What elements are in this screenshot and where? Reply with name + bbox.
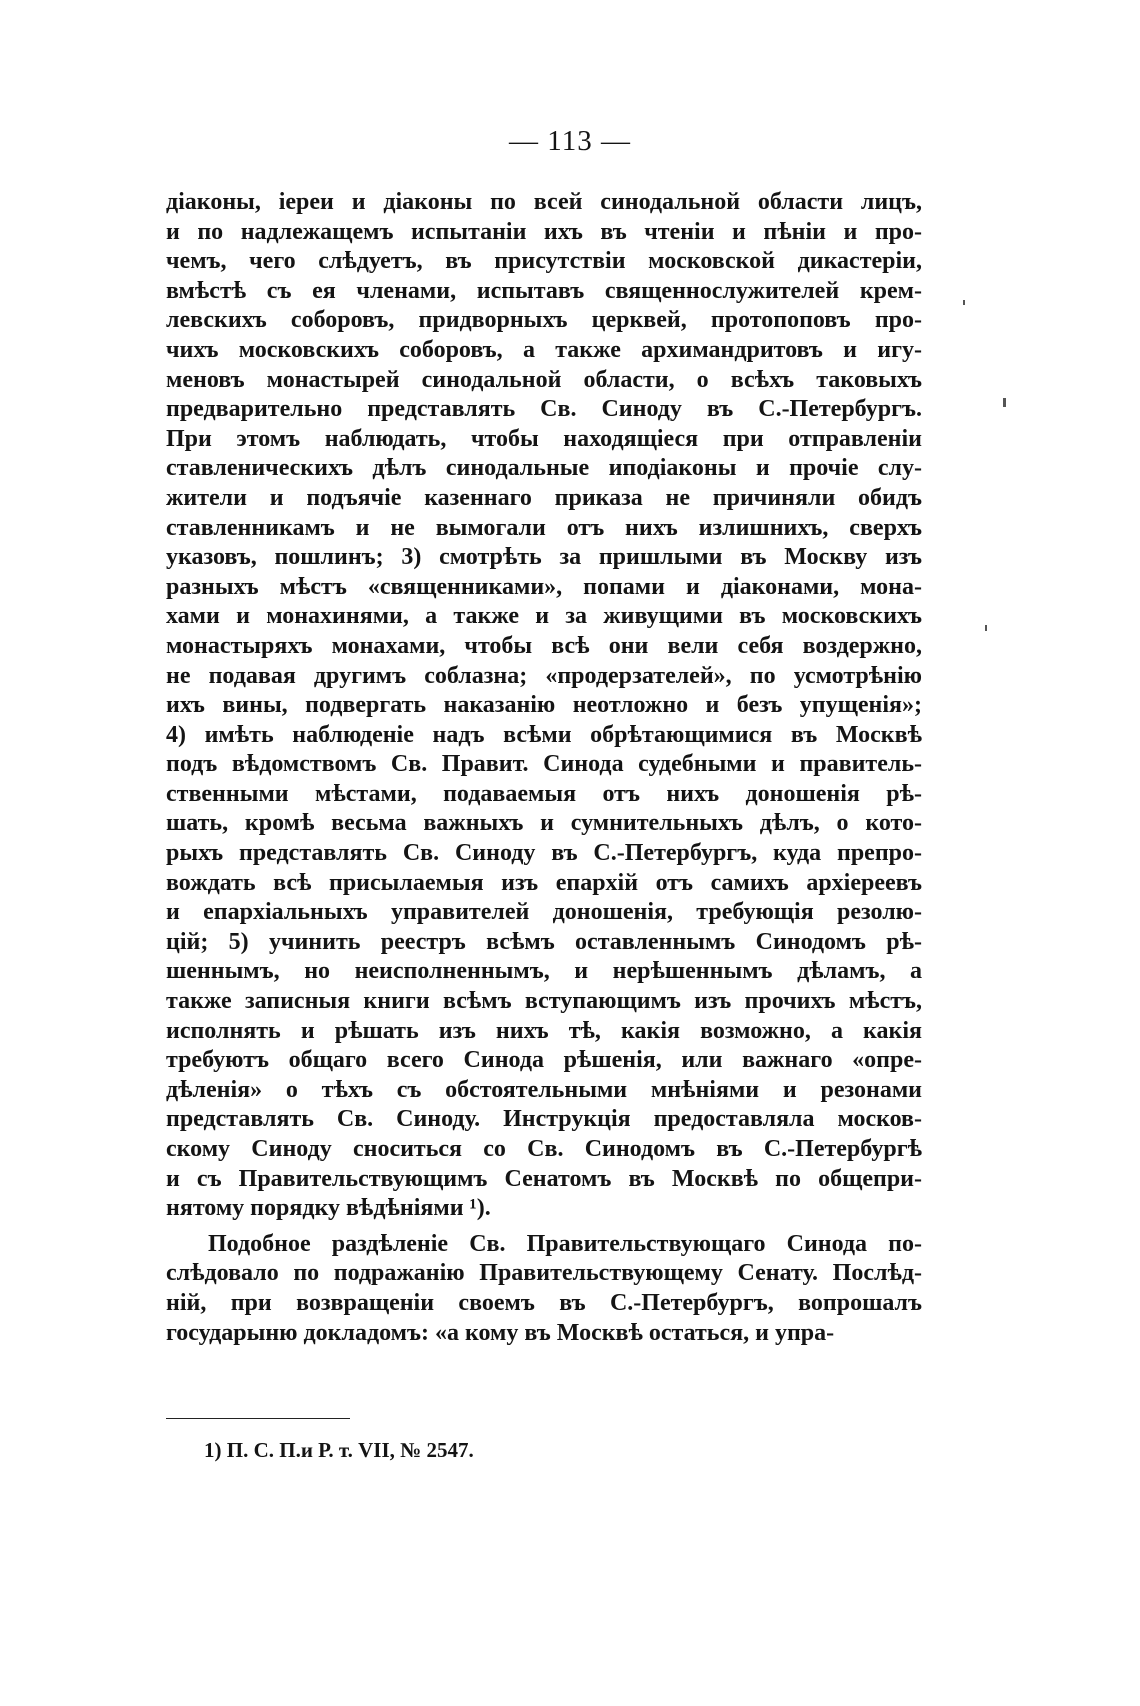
text-line: исполнять и рѣшать изъ нихъ тѣ, какія возможно, а какія bbox=[166, 1017, 922, 1044]
text-line: ственными мѣстами, подаваемыя отъ нихъ доношенія рѣ- bbox=[166, 780, 922, 807]
text-line: жители и подъячіе казеннаго приказа не причиняли обидъ bbox=[166, 484, 922, 511]
text-line: слѣдовало по подражанію Правительствующему Сенату. Послѣд- bbox=[166, 1260, 922, 1287]
text-line: вмѣстѣ съ ея членами, испытавъ священнослужителей крем- bbox=[166, 277, 922, 304]
text-line: монастыряхъ монахами, чтобы всѣ они вели себя воздержно, bbox=[166, 632, 922, 659]
paragraph-2 bbox=[166, 1230, 922, 1348]
body-text bbox=[166, 188, 922, 1348]
text-line: представлять Св. Синоду. Инструкція предоставляла москов- bbox=[166, 1106, 922, 1133]
text-line: шать, кромѣ весьма важныхъ и сумнительныхъ дѣлъ, о кото- bbox=[166, 810, 922, 837]
text-line: діаконы, іереи и діаконы по всей синодальной области лицъ, bbox=[166, 189, 922, 215]
text-line: Подобное раздѣленіе Св. Правительствующаго Синода по- bbox=[208, 1230, 922, 1257]
footnote-rule bbox=[166, 1418, 350, 1419]
page-number: — 113 — bbox=[509, 125, 631, 157]
text-line: хами и монахинями, а также и за живущими въ московскихъ bbox=[166, 603, 922, 630]
text-line: дѣленія» о тѣхъ съ обстоятельными мнѣніями и резонами bbox=[166, 1076, 922, 1103]
text-line: меновъ монастырей синодальной области, о всѣхъ таковыхъ bbox=[166, 366, 922, 393]
footnote: 1) П. С. П.и Р. т. VII, № 2547. bbox=[204, 1438, 474, 1462]
text-line: рыхъ представлять Св. Синоду въ С.-Петербургъ, куда препро- bbox=[166, 840, 922, 867]
text-line: ставленникамъ и не вымогали отъ нихъ излишнихъ, сверхъ bbox=[166, 514, 922, 541]
text-line: разныхъ мѣстъ «священниками», попами и діаконами, мона- bbox=[166, 573, 922, 600]
text-line: требуютъ общаго всего Синода рѣшенія, или важнаго «опре- bbox=[166, 1047, 922, 1074]
text-line: левскихъ соборовъ, придворныхъ церквей, протопоповъ про- bbox=[166, 307, 922, 334]
text-line: При этомъ наблюдать, чтобы находящіеся при отправленіи bbox=[166, 425, 922, 452]
paragraph-1 bbox=[166, 188, 922, 1224]
text-line: ставленическихъ дѣлъ синодальные иподіаконы и прочіе слу- bbox=[166, 455, 922, 482]
text-line: и епархіальныхъ управителей доношенія, требующія резолю- bbox=[166, 899, 922, 926]
text-line: указовъ, пошлинъ; 3) смотрѣть за пришлыми въ Москву изъ bbox=[166, 544, 922, 571]
text-line: чихъ московскихъ соборовъ, а также архимандритовъ и игу- bbox=[166, 336, 922, 363]
text-line: предварительно представлять Св. Синоду въ С.-Петербургъ. bbox=[166, 396, 922, 423]
text-line: нятому порядку вѣдѣніями ¹). bbox=[166, 1195, 491, 1222]
scan-speck bbox=[1003, 398, 1006, 407]
text-line: и по надлежащемъ испытаніи ихъ въ чтеніи и пѣніи и про- bbox=[166, 218, 922, 245]
text-line: чемъ, чего слѣдуетъ, въ присутствіи московской дикастеріи, bbox=[166, 248, 922, 275]
text-line: государыню докладомъ: «а кому въ Москвѣ остаться, и упра- bbox=[166, 1319, 835, 1346]
scan-speck bbox=[985, 625, 987, 631]
text-line: скому Синоду сноситься со Св. Синодомъ въ С.-Петербургѣ bbox=[166, 1136, 922, 1162]
text-line: и съ Правительствующимъ Сенатомъ въ Москвѣ по общепри- bbox=[166, 1165, 922, 1192]
scan-speck bbox=[963, 300, 965, 305]
text-line: шеннымъ, но неисполненнымъ, и нерѣшеннымъ дѣламъ, а bbox=[166, 958, 922, 985]
text-line: цій; 5) учинить реестръ всѣмъ оставленнымъ Синодомъ рѣ- bbox=[166, 928, 922, 955]
text-line: 4) имѣть наблюденіе надъ всѣми обрѣтающимися въ Москвѣ bbox=[166, 721, 922, 748]
text-line: подъ вѣдомствомъ Св. Правит. Синода судебными и правитель- bbox=[166, 751, 922, 778]
text-line: также записныя книги всѣмъ вступающимъ изъ прочихъ мѣстъ, bbox=[166, 988, 922, 1015]
text-line: ній, при возвращеніи своемъ въ С.-Петербургъ, вопрошалъ bbox=[166, 1289, 922, 1316]
text-line: ихъ вины, подвергать наказанію неотложно и безъ упущенія»; bbox=[166, 692, 922, 719]
text-line: вождать всѣ присылаемыя изъ епархій отъ самихъ архіереевъ bbox=[166, 869, 922, 896]
text-line: не подавая другимъ соблазна; «продерзателей», по усмотрѣнію bbox=[166, 662, 922, 689]
